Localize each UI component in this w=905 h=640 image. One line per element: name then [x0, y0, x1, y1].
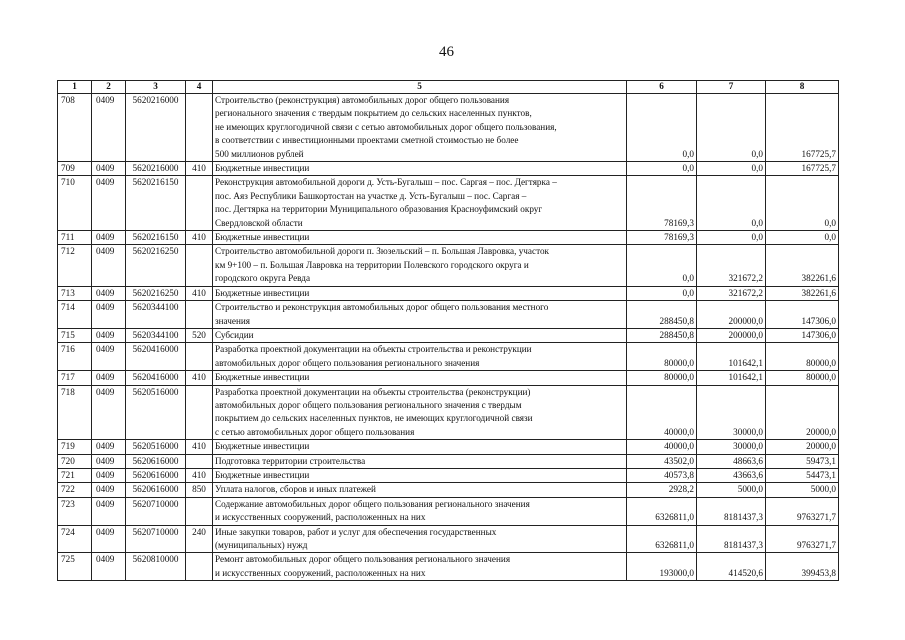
amount-year-2-cell: 8181437,3 [697, 525, 766, 553]
table-row [58, 94, 839, 162]
column-header-4: 4 [186, 81, 213, 94]
amount-year-1-cell: 0,0 [627, 94, 697, 162]
section-code-cell: 0409 [92, 468, 126, 482]
amount-year-2-cell: 43663,6 [697, 468, 766, 482]
target-article-cell: 5620616000 [126, 454, 186, 468]
table-row [58, 301, 839, 329]
amount-year-3-cell: 147306,0 [766, 328, 839, 342]
target-article-cell: 5620516000 [126, 440, 186, 454]
description-cell [213, 343, 627, 371]
section-code-cell: 0409 [92, 483, 126, 497]
description-cell [213, 553, 627, 581]
description-cell [213, 385, 627, 440]
description-cell [213, 454, 627, 468]
section-code-cell: 0409 [92, 176, 126, 231]
amount-year-3-cell: 167725,7 [766, 162, 839, 176]
section-code-cell: 0409 [92, 440, 126, 454]
target-article-cell: 5620416000 [126, 343, 186, 371]
section-code-cell: 0409 [92, 371, 126, 385]
row-number-cell: 721 [58, 468, 92, 482]
budget-table [57, 80, 839, 581]
target-article-cell: 5620416000 [126, 371, 186, 385]
row-number-cell: 710 [58, 176, 92, 231]
table-row [58, 525, 839, 553]
amount-year-3-cell: 9763271,7 [766, 497, 839, 525]
amount-year-2-cell: 200000,0 [697, 328, 766, 342]
description-cell [213, 483, 627, 497]
row-number-cell: 716 [58, 343, 92, 371]
description-line: Бюджетные инвестиции [215, 372, 310, 383]
table-row [58, 286, 839, 300]
amount-year-2-cell: 30000,0 [697, 440, 766, 454]
description-line: Строительство (реконструкция) автомобильных дорог общего пользования [215, 95, 510, 105]
row-number-cell: 717 [58, 371, 92, 385]
column-header-8: 8 [766, 81, 839, 94]
description-line: в соответствии с инвестиционными проектами сметной стоимостью не более [215, 135, 519, 146]
description-cell [213, 94, 627, 162]
description-cell [213, 497, 627, 525]
description-line: Разработка проектной документации на объекты строительства (реконструкции) [215, 386, 531, 397]
description-line: и искусственных сооружений, расположенных на них [215, 512, 426, 523]
description-line: 500 миллионов рублей [215, 148, 304, 159]
amount-year-1-cell: 193000,0 [627, 553, 697, 581]
table-row [58, 440, 839, 454]
description-cell [213, 525, 627, 553]
expense-type-cell: 410 [186, 371, 213, 385]
description-line: Подготовка территории строительства [215, 455, 366, 466]
description-line: Строительство и реконструкция автомобильных дорог общего пользования местного [215, 302, 549, 313]
amount-year-3-cell: 20000,0 [766, 385, 839, 440]
amount-year-2-cell: 321672,2 [697, 245, 766, 286]
expense-type-cell: 410 [186, 440, 213, 454]
column-header-2: 2 [92, 81, 126, 94]
amount-year-1-cell: 6326811,0 [627, 497, 697, 525]
row-number-cell: 711 [58, 231, 92, 245]
row-number-cell: 722 [58, 483, 92, 497]
description-cell [213, 468, 627, 482]
header-row [58, 81, 839, 94]
target-article-cell: 5620710000 [126, 497, 186, 525]
table-row [58, 328, 839, 342]
column-header-1: 1 [58, 81, 92, 94]
amount-year-2-cell: 0,0 [697, 231, 766, 245]
table-row [58, 454, 839, 468]
row-number-cell: 724 [58, 525, 92, 553]
section-code-cell: 0409 [92, 162, 126, 176]
column-header-6: 6 [627, 81, 697, 94]
description-line: Бюджетные инвестиции [215, 163, 310, 174]
row-number-cell: 713 [58, 286, 92, 300]
target-article-cell: 5620216150 [126, 176, 186, 231]
table-row [58, 162, 839, 176]
expense-type-cell [186, 245, 213, 286]
expense-type-cell: 410 [186, 286, 213, 300]
row-number-cell: 719 [58, 440, 92, 454]
description-cell [213, 176, 627, 231]
amount-year-3-cell: 20000,0 [766, 440, 839, 454]
amount-year-1-cell: 80000,0 [627, 371, 697, 385]
table-row [58, 553, 839, 581]
description-cell [213, 162, 627, 176]
table-row [58, 483, 839, 497]
target-article-cell: 5620616000 [126, 468, 186, 482]
expense-type-cell: 410 [186, 231, 213, 245]
description-line: Ремонт автомобильных дорог общего пользования регионального значения [215, 554, 511, 565]
section-code-cell: 0409 [92, 454, 126, 468]
amount-year-1-cell: 78169,3 [627, 176, 697, 231]
column-header-3: 3 [126, 81, 186, 94]
table-row [58, 245, 839, 286]
description-line: регионального значения с твердым покрытием до сельских населенных пунктов, [215, 108, 532, 119]
table-row [58, 371, 839, 385]
amount-year-3-cell: 59473,1 [766, 454, 839, 468]
description-cell [213, 440, 627, 454]
description-line: Строительство автомобильной дороги п. Зюзельский – п. Большая Лавровка, участок [215, 246, 550, 257]
description-line: пос. Дегтярка на территории Муниципального образования Красноуфимский округ [215, 204, 543, 215]
description-line: Бюджетные инвестиции [215, 469, 310, 480]
amount-year-1-cell: 40000,0 [627, 440, 697, 454]
amount-year-2-cell: 5000,0 [697, 483, 766, 497]
expense-type-cell: 240 [186, 525, 213, 553]
section-code-cell: 0409 [92, 328, 126, 342]
row-number-cell: 718 [58, 385, 92, 440]
amount-year-2-cell: 321672,2 [697, 286, 766, 300]
description-cell [213, 371, 627, 385]
description-cell [213, 328, 627, 342]
target-article-cell: 5620344100 [126, 328, 186, 342]
row-number-cell: 720 [58, 454, 92, 468]
amount-year-1-cell: 43502,0 [627, 454, 697, 468]
target-article-cell: 5620216250 [126, 245, 186, 286]
section-code-cell: 0409 [92, 286, 126, 300]
target-article-cell: 5620344100 [126, 301, 186, 329]
description-line: значения [215, 315, 251, 326]
expense-type-cell [186, 385, 213, 440]
amount-year-3-cell: 167725,7 [766, 94, 839, 162]
amount-year-1-cell: 288450,8 [627, 328, 697, 342]
amount-year-1-cell: 78169,3 [627, 231, 697, 245]
table-body [58, 94, 839, 581]
description-line: км 9+100 – п. Большая Лавровка на территории Полевского городского округа и [215, 259, 529, 270]
column-header-7: 7 [697, 81, 766, 94]
amount-year-3-cell: 0,0 [766, 176, 839, 231]
amount-year-3-cell: 382261,6 [766, 286, 839, 300]
expense-type-cell: 410 [186, 468, 213, 482]
amount-year-2-cell: 8181437,3 [697, 497, 766, 525]
amount-year-1-cell: 6326811,0 [627, 525, 697, 553]
target-article-cell: 5620216000 [126, 162, 186, 176]
amount-year-1-cell: 0,0 [627, 286, 697, 300]
amount-year-1-cell: 288450,8 [627, 301, 697, 329]
expense-type-cell: 520 [186, 328, 213, 342]
amount-year-3-cell: 54473,1 [766, 468, 839, 482]
target-article-cell: 5620216250 [126, 286, 186, 300]
target-article-cell: 5620616000 [126, 483, 186, 497]
target-article-cell: 5620810000 [126, 553, 186, 581]
expense-type-cell [186, 497, 213, 525]
section-code-cell: 0409 [92, 343, 126, 371]
target-article-cell: 5620216000 [126, 94, 186, 162]
description-cell [213, 286, 627, 300]
row-number-cell: 714 [58, 301, 92, 329]
description-line: Бюджетные инвестиции [215, 232, 310, 243]
description-line: Разработка проектной документации на объекты строительства и реконструкции [215, 344, 532, 355]
amount-year-1-cell: 80000,0 [627, 343, 697, 371]
amount-year-3-cell: 5000,0 [766, 483, 839, 497]
row-number-cell: 712 [58, 245, 92, 286]
row-number-cell: 715 [58, 328, 92, 342]
amount-year-1-cell: 2928,2 [627, 483, 697, 497]
target-article-cell: 5620710000 [126, 525, 186, 553]
description-line: покрытием до сельских населенных пунктов, не имеющих круглогодичной связи [215, 413, 533, 424]
amount-year-2-cell: 0,0 [697, 176, 766, 231]
expense-type-cell [186, 454, 213, 468]
amount-year-2-cell: 101642,1 [697, 343, 766, 371]
amount-year-3-cell: 382261,6 [766, 245, 839, 286]
section-code-cell: 0409 [92, 231, 126, 245]
description-line: Бюджетные инвестиции [215, 287, 310, 298]
table-row [58, 385, 839, 440]
expense-type-cell: 850 [186, 483, 213, 497]
description-line: пос. Аяз Республики Башкортостан на участке д. Усть-Бугалыш – пос. Саргая – [215, 190, 527, 201]
section-code-cell: 0409 [92, 553, 126, 581]
page-number: 46 [439, 44, 454, 60]
table-row [58, 176, 839, 231]
section-code-cell: 0409 [92, 497, 126, 525]
description-line: Свердловской области [215, 217, 303, 228]
section-code-cell: 0409 [92, 385, 126, 440]
amount-year-1-cell: 0,0 [627, 162, 697, 176]
expense-type-cell [186, 176, 213, 231]
row-number-cell: 709 [58, 162, 92, 176]
amount-year-2-cell: 30000,0 [697, 385, 766, 440]
description-line: Бюджетные инвестиции [215, 441, 310, 452]
table-row [58, 343, 839, 371]
table-row [58, 497, 839, 525]
amount-year-2-cell: 414520,6 [697, 553, 766, 581]
amount-year-2-cell: 48663,6 [697, 454, 766, 468]
table-row [58, 231, 839, 245]
target-article-cell: 5620216150 [126, 231, 186, 245]
amount-year-2-cell: 101642,1 [697, 371, 766, 385]
description-line: Уплата налогов, сборов и иных платежей [215, 484, 376, 495]
row-number-cell: 708 [58, 94, 92, 162]
section-code-cell: 0409 [92, 245, 126, 286]
section-code-cell: 0409 [92, 525, 126, 553]
description-cell [213, 245, 627, 286]
row-number-cell: 723 [58, 497, 92, 525]
amount-year-3-cell: 80000,0 [766, 343, 839, 371]
table-row [58, 468, 839, 482]
amount-year-1-cell: 40000,0 [627, 385, 697, 440]
expense-type-cell [186, 94, 213, 162]
amount-year-2-cell: 0,0 [697, 162, 766, 176]
expense-type-cell [186, 553, 213, 581]
section-code-cell: 0409 [92, 94, 126, 162]
amount-year-3-cell: 0,0 [766, 231, 839, 245]
amount-year-2-cell: 0,0 [697, 94, 766, 162]
description-cell [213, 231, 627, 245]
amount-year-3-cell: 80000,0 [766, 371, 839, 385]
amount-year-3-cell: 147306,0 [766, 301, 839, 329]
amount-year-1-cell: 40573,8 [627, 468, 697, 482]
row-number-cell: 725 [58, 553, 92, 581]
description-line: и искусственных сооружений, расположенных на них [215, 567, 426, 578]
amount-year-2-cell: 200000,0 [697, 301, 766, 329]
description-line: городского округа Ревда [215, 273, 311, 284]
expense-type-cell [186, 343, 213, 371]
amount-year-1-cell: 0,0 [627, 245, 697, 286]
target-article-cell: 5620516000 [126, 385, 186, 440]
description-line: автомобильных дорог общего пользования регионального значения с твердым [215, 399, 522, 410]
description-line: Иные закупки товаров, работ и услуг для обеспечения государственных [215, 526, 497, 537]
column-header-5: 5 [213, 81, 627, 94]
amount-year-3-cell: 9763271,7 [766, 525, 839, 553]
section-code-cell: 0409 [92, 301, 126, 329]
description-line: Реконструкция автомобильной дороги д. Усть-Бугалыш – пос. Саргая – пос. Дегтярка – [215, 177, 557, 188]
description-line: Содержание автомобильных дорог общего пользования регионального значения [215, 498, 530, 509]
amount-year-3-cell: 399453,8 [766, 553, 839, 581]
description-line: с сетью автомобильных дорог общего пользования [215, 426, 415, 437]
description-line: Субсидии [215, 329, 254, 340]
expense-type-cell [186, 301, 213, 329]
description-line: автомобильных дорог общего пользования регионального значения [215, 357, 480, 368]
expense-type-cell: 410 [186, 162, 213, 176]
description-cell [213, 301, 627, 329]
description-line: (муниципальных) нужд [215, 540, 308, 550]
description-line: не имеющих круглогодичной связи с сетью автомобильных дорог общего пользования, [215, 121, 557, 132]
